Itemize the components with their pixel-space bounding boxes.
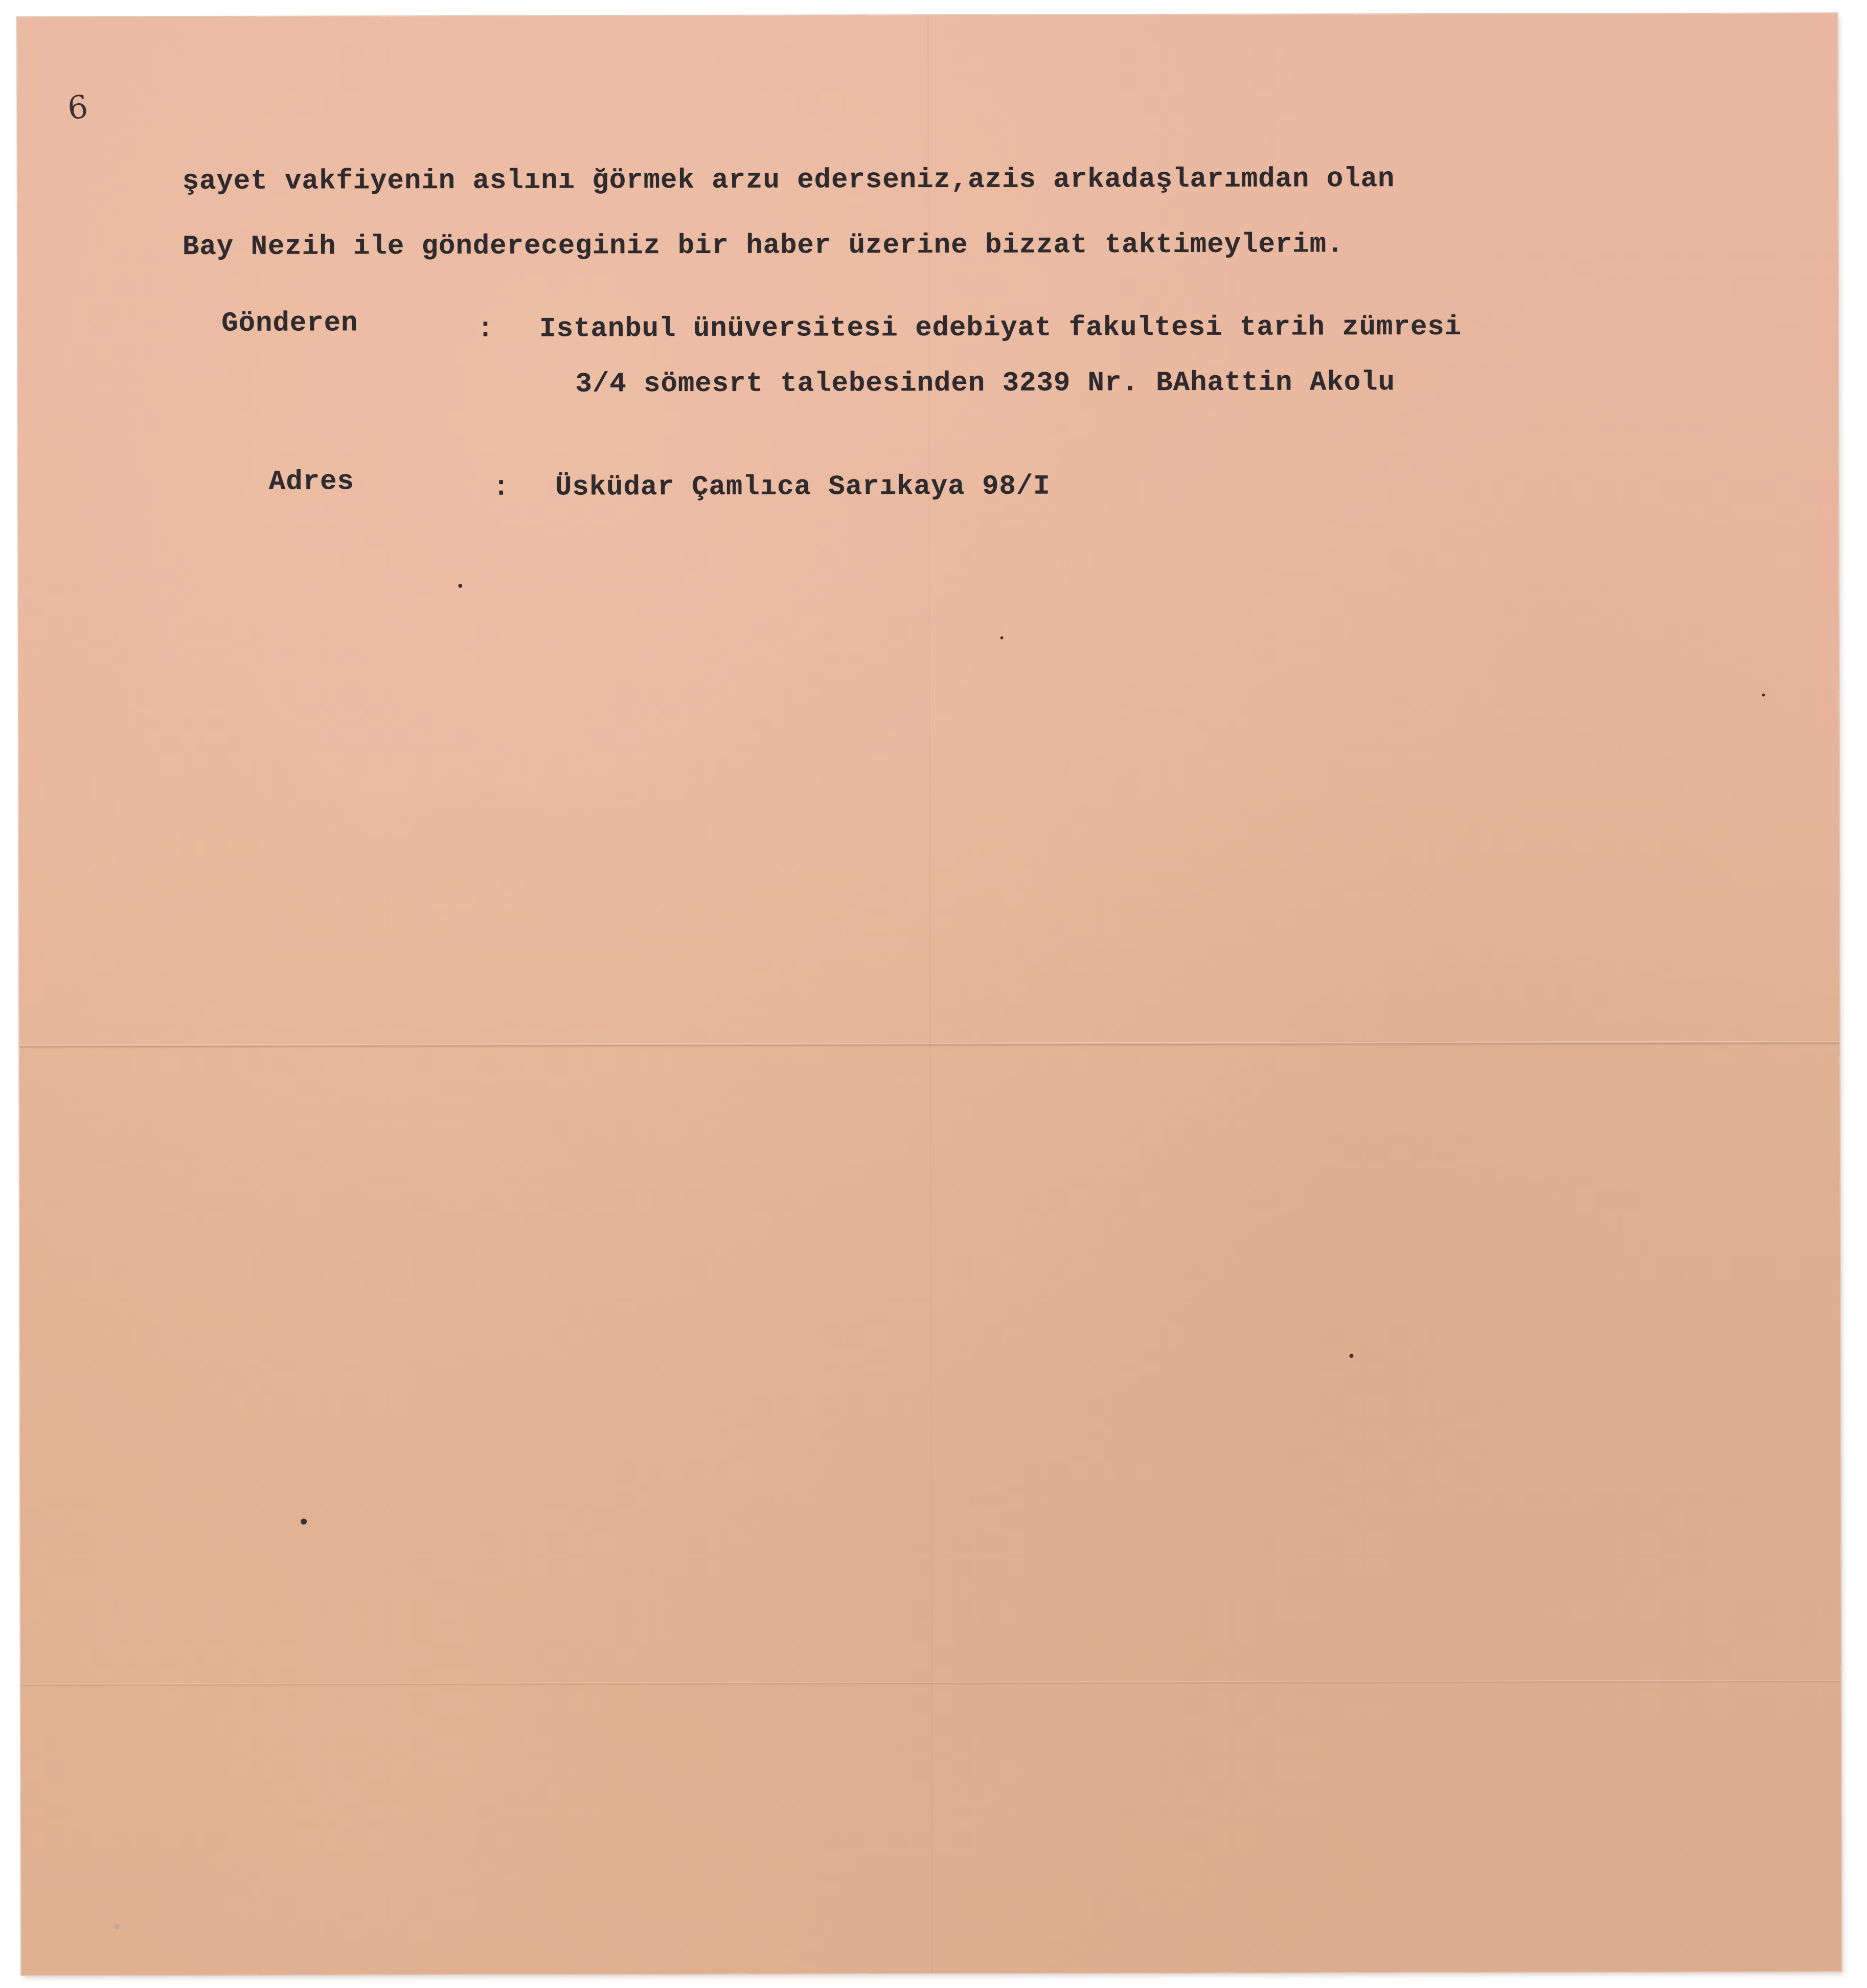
sender-label: Gönderen — [221, 308, 358, 339]
vertical-crease — [927, 15, 933, 1973]
paper-speck — [1000, 636, 1004, 639]
paper-speck — [1762, 694, 1765, 697]
page-number: 6 — [65, 87, 90, 127]
paper-speck — [458, 584, 462, 588]
sender-separator: : — [477, 313, 494, 345]
address-value: Üsküdar Çamlıca Sarıkaya 98/I — [555, 471, 1051, 504]
sender-line-1: Istanbul ünüversitesi edebiyat fakultesi tarih zümresi — [539, 311, 1462, 345]
address-separator: : — [492, 472, 510, 504]
sender-line-2: 3/4 sömesrt talebesinden 3239 Nr. BAhattin Akolu — [575, 367, 1396, 400]
body-line-2: Bay Nezih ile göndereceginiz bir haber üzerine bizzat taktimeylerim. — [182, 229, 1344, 263]
paper-speck — [301, 1519, 307, 1525]
body-line-1: şayet vakfiyenin aslını ğörmek arzu ederseniz,azis arkadaşlarımdan olan — [182, 164, 1395, 198]
paper-speck — [115, 1924, 120, 1929]
paper-speck — [1349, 1354, 1353, 1358]
address-label: Adres — [268, 466, 354, 498]
paper-sheet — [17, 13, 1841, 1975]
